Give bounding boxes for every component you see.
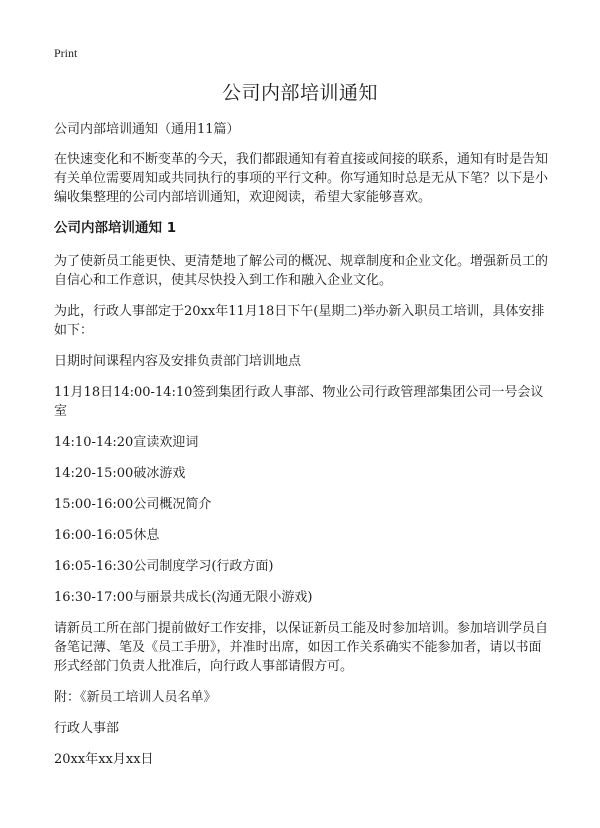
schedule-item: 14:20-15:00破冰游戏 [54,466,186,481]
document-subtitle: 公司内部培训通知（通用11篇） [54,122,240,137]
body-paragraph: 11月18日14:00-14:10签到集团行政人事部、物业公司行政管理部集团公司一号会议室 [54,385,544,419]
schedule-item: 14:10-14:20宣读欢迎词 [54,435,199,450]
body-paragraph: 为了使新员工能更快、更清楚地了解公司的概况、规章制度和企业文化。增强新员工的自信心和工作意识，使其尽快投入到工作和融入企业文化。 [54,254,549,288]
attachment-line: 附：《新员工培训人员名单》 [54,690,217,705]
schedule-item: 16:05-16:30公司制度学习(行政方面) [54,559,274,574]
signature-department: 行政人事部 [54,721,120,736]
body-paragraph: 日期时间课程内容及安排负责部门培训地点 [54,354,302,369]
schedule-item: 16:00-16:05休息 [54,528,160,543]
section-heading: 公司内部培训通知 1 [54,220,177,236]
page-title: 公司内部培训通知 [221,82,378,104]
signature-date: 20xx年xx月xx日 [54,752,154,767]
print-link[interactable]: Print [54,46,78,60]
body-paragraph: 为此，行政人事部定于20xx年11月18日下午(星期二)举办新入职员工培训，具体安排如下： [54,304,545,338]
schedule-item: 16:30-17:00与丽景共成长(沟通无限小游戏) [54,590,313,605]
document-body [54,120,554,781]
schedule-item: 15:00-16:00公司概况简介 [54,497,212,512]
intro-paragraph: 在快速变化和不断变革的今天，我们都跟通知有着直接或间接的联系，通知有时是告知有关单位需要周知或共同执行的事项的平行文种。你写通知时总是无从下笔？以下是小编收集整理的公司内部培训通知，欢迎阅读，希望大家能够喜欢。 [54,152,549,205]
body-paragraph: 请新员工所在部门提前做好工作安排，以保证新员工能及时参加培训。参加培训学员自备笔记薄、笔及《员工手册》，并准时出席，如因工作关系确实不能参加者，请以书面形式经部门负责人批准后，向行政人事部请假方可。 [54,621,549,674]
